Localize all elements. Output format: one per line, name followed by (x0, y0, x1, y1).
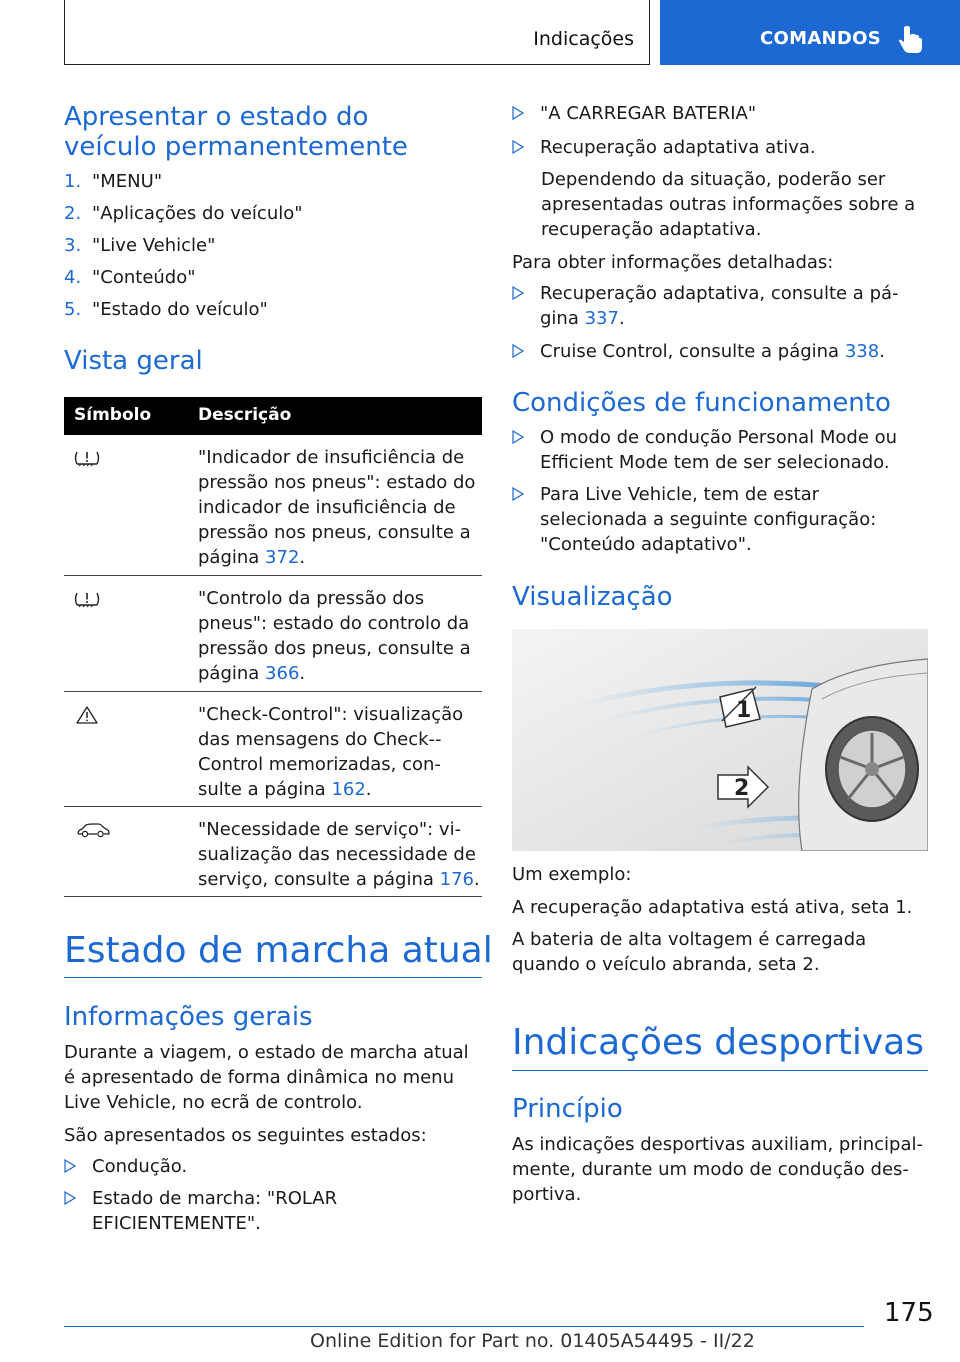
bullet-triangle-icon (512, 106, 524, 120)
heading-sport-displays: Indicações desportivas (512, 1022, 924, 1063)
heading-show-status: Apresentar o estado do veículo permanentemente (64, 102, 408, 162)
bullet-text: Recuperação adaptativa, consulte a pá-gina (540, 283, 899, 329)
tire-pressure-control-icon (70, 588, 104, 610)
symbol-table (64, 397, 482, 897)
list-item (64, 1154, 482, 1179)
bullet-text: Estado de marcha: "ROLAR EFICIENTEMENTE". (92, 1188, 338, 1234)
column-description: Descrição (198, 405, 292, 425)
list-item (64, 166, 464, 198)
list-item (512, 135, 930, 160)
arrow-label-2: 2 (734, 776, 750, 801)
row-description (198, 445, 482, 570)
heading-overview: Vista geral (64, 346, 203, 376)
list-item (512, 101, 930, 126)
step-number: 3. (64, 235, 82, 256)
tire-pressure-warning-icon (70, 447, 104, 469)
list-item (64, 230, 464, 262)
bullet-text-end: . (618, 308, 625, 329)
regeneration-illustration (512, 629, 928, 851)
table-row (64, 576, 482, 692)
bullet-triangle-icon (512, 487, 524, 501)
bullet-text-end: . (879, 341, 885, 362)
heading-general-info: Informações gerais (64, 1002, 313, 1032)
heading-principle: Princípio (512, 1094, 623, 1124)
column-symbol: Símbolo (74, 405, 152, 425)
heading-display: Visualização (512, 582, 673, 612)
step-text: "Live Vehicle" (92, 235, 216, 256)
warning-triangle-icon (70, 704, 104, 726)
header-section-title: Indicações (533, 28, 634, 50)
page-link[interactable]: 338 (844, 341, 880, 362)
row-description (198, 817, 482, 892)
step-number: 4. (64, 267, 82, 288)
bullet-text: "A CARREGAR BATERIA" (540, 103, 757, 124)
bullet-text: O modo de condução Personal Mode ou Efficient Mode tem de ser selecionado. (540, 427, 898, 473)
table-header (64, 397, 482, 435)
page-link[interactable]: 176 (439, 869, 474, 890)
bullet-triangle-icon (512, 286, 524, 300)
page-link[interactable]: 372 (265, 547, 300, 568)
list-item (64, 294, 464, 326)
bullet-text: Condução. (92, 1156, 188, 1177)
row-description (198, 702, 482, 802)
list-item (512, 281, 912, 331)
bullet-triangle-icon (512, 344, 524, 358)
paragraph-example: Um exemplo: (512, 864, 632, 885)
heading-current-state: Estado de marcha atual (64, 930, 493, 971)
row-text: "Necessidade de serviço": vi-sualização das necessidade de serviço, consulte a página (198, 819, 476, 890)
arrow-label-1: 1 (736, 698, 752, 723)
row-text-end: . (365, 779, 372, 800)
paragraph-arrow-1: A recuperação adaptativa está ativa, seta 1. (512, 897, 913, 918)
row-text: "Indicador de insuficiência de pressão nos pneus": estado do indicador de insuficiência de pressão nos pneus, consulte a página (198, 447, 476, 568)
bullet-text: Recuperação adaptativa ativa. (540, 137, 816, 158)
row-text: "Controlo da pressão dos pneus": estado do controlo da pressão dos pneus, consulte a página (198, 588, 471, 684)
heading-rule (64, 977, 482, 978)
step-text: "Aplicações do veículo" (92, 203, 303, 224)
paragraph-general: Durante a viagem, o estado de marcha atual é apresentado de forma dinâmica no menu Live Vehicle, no ecrã de controlo. (64, 1042, 469, 1113)
car-regeneration-image (512, 629, 928, 851)
header-chapter-label: COMANDOS (760, 28, 882, 49)
list-item (512, 482, 930, 557)
paragraph-principle: As indicações desportivas auxiliam, principal-mente, durante um modo de condução des-portiva. (512, 1134, 924, 1205)
bullet-triangle-icon (64, 1191, 76, 1205)
bullet-triangle-icon (512, 140, 524, 154)
table-row (64, 807, 482, 897)
step-text: "MENU" (92, 171, 163, 192)
row-description (198, 586, 482, 686)
list-item (64, 262, 464, 294)
list-item (64, 198, 464, 230)
list-item (512, 339, 930, 364)
paragraph-depending: Dependendo da situação, poderão ser apresentadas outras informações sobre a recuperação adaptativa. (541, 169, 916, 240)
bullet-triangle-icon (64, 1159, 76, 1173)
row-text-end: . (299, 663, 306, 684)
row-text-end: . (299, 547, 306, 568)
bullet-text: Para Live Vehicle, tem de estar selecionada a seguinte configuração: "Conteúdo adaptativo". (540, 484, 877, 555)
page-link[interactable]: 366 (265, 663, 300, 684)
step-number: 1. (64, 171, 82, 192)
steps-list (64, 166, 464, 326)
paragraph-more-info: Para obter informações detalhadas: (512, 252, 834, 273)
pointing-hand-icon (898, 26, 924, 54)
step-text: "Estado do veículo" (92, 299, 268, 320)
step-number: 5. (64, 299, 82, 320)
footer-rule (64, 1326, 864, 1327)
paragraph-arrow-2: A bateria de alta voltagem é carregada quando o veículo abranda, seta 2. (512, 929, 867, 975)
paragraph-states: São apresentados os seguintes estados: (64, 1125, 427, 1146)
step-text: "Conteúdo" (92, 267, 196, 288)
bullet-text: Cruise Control, consulte a página (540, 341, 845, 362)
page-link[interactable]: 162 (331, 779, 366, 800)
bullet-triangle-icon (512, 430, 524, 444)
row-text-end: . (473, 869, 480, 890)
table-row (64, 435, 482, 576)
header-chapter-tab[interactable] (660, 0, 960, 65)
table-row (64, 692, 482, 807)
list-item (512, 425, 930, 475)
heading-conditions: Condições de funcionamento (512, 388, 891, 418)
page-link[interactable]: 337 (584, 308, 619, 329)
list-item (64, 1186, 394, 1236)
row-text: "Check-Control": visualização das mensagens do Check--Control memorizadas, con-sulte a página (198, 704, 464, 800)
service-car-icon (68, 819, 118, 841)
step-number: 2. (64, 203, 82, 224)
page-number: 175 (884, 1298, 934, 1328)
footer-edition: Online Edition for Part no. 01405A54495 - II/22 (310, 1330, 755, 1352)
heading-rule (512, 1070, 928, 1071)
